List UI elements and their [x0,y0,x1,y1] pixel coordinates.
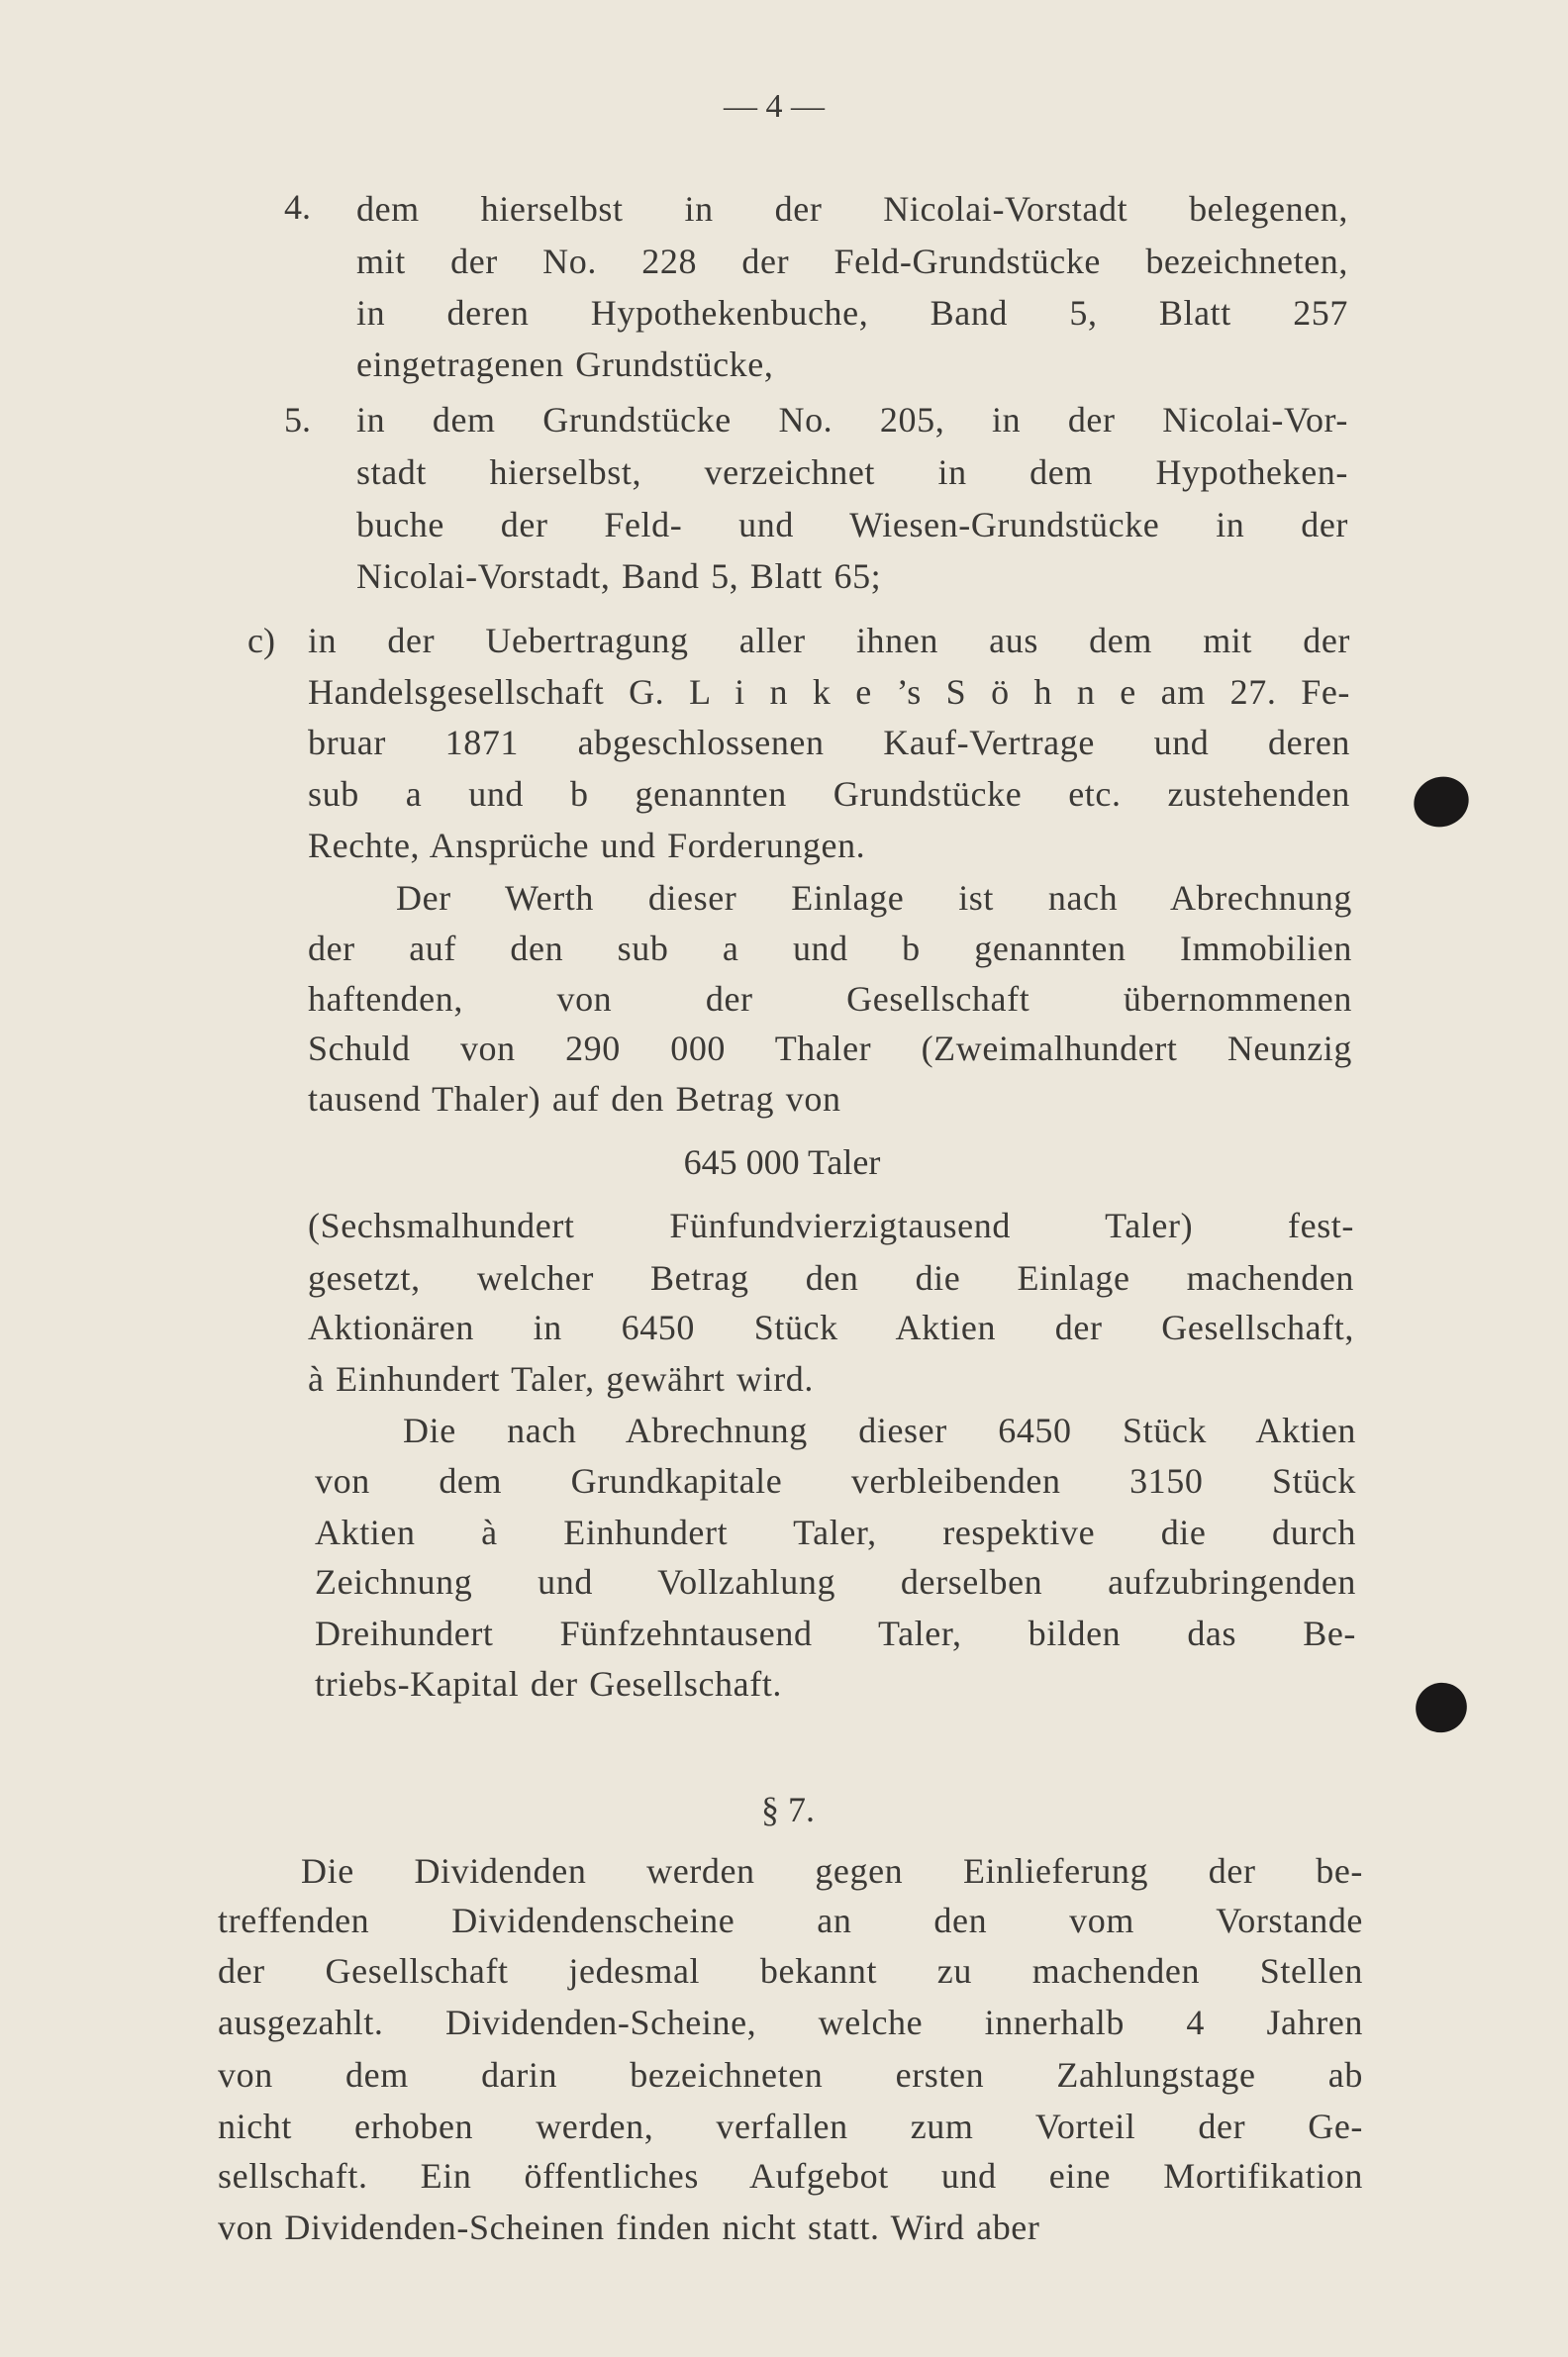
para1b-text-line: Aktionären in 6450 Stück Aktien der Gesellschaft, [308,1308,1354,1348]
para1-text-line: der auf den sub a und b genannten Immobilien [308,929,1352,969]
item4-text-line: in deren Hypothekenbuche, Band 5, Blatt 257 [356,292,1348,333]
para1b-text-line: (Sechsmalhundert Fünfundvierzigtausend Taler) fest- [308,1205,1354,1245]
para1-text-line: Schuld von 290 000 Thaler (Zweimalhundert Neunzig [308,1028,1352,1068]
para2-text-line: Aktien à Einhundert Taler, respektive die durch [315,1512,1356,1552]
item-label-c: c) [247,621,275,660]
para2-text-line: von dem Grundkapitale verbleibenden 3150 Stück [315,1461,1356,1502]
para3-text-line: sellschaft. Ein öffentliches Aufgebot und eine Mortifikation [218,2155,1363,2196]
item-number-4: 4. [284,187,311,227]
ink-blot [1408,1674,1475,1740]
section-heading: § 7. [761,1790,815,1829]
itemc-text-line: bruar 1871 abgeschlossenen Kauf-Vertrage und deren [308,723,1350,763]
itemc-text-line: in der Uebertragung aller ihnen aus dem mit der [308,621,1350,661]
para3-text-line: nicht erhoben werden, verfallen zum Vorteil der Ge- [218,2106,1363,2146]
amount-line: 645 000 Taler [683,1142,881,1182]
para1-text-line: tausend Thaler) auf den Betrag von [308,1079,841,1120]
para3-text-line: von dem darin bezeichneten ersten Zahlungstage ab [218,2055,1363,2096]
para3-text-line: der Gesellschaft jedesmal bekannt zu machenden Stellen [218,1951,1363,1992]
para1-text-line: Der Werth dieser Einlage ist nach Abrechnung [396,877,1352,918]
para2-text-line: triebs-Kapital der Gesellschaft. [315,1664,783,1705]
item4-text-line: eingetragenen Grundstücke, [356,344,774,384]
para2-text-line: Zeichnung und Vollzahlung derselben aufzubringenden [315,1561,1356,1602]
para1b-text-line: gesetzt, welcher Betrag den die Einlage machenden [308,1258,1354,1299]
para3-text-line: Die Dividenden werden gegen Einlieferung der be- [301,1850,1363,1891]
para3-text-line: treffenden Dividendenscheine an den vom Vorstande [218,1900,1363,1940]
item4-text-line: dem hierselbst in der Nicolai-Vorstadt belegenen, [356,189,1348,230]
para2-text-line: Die nach Abrechnung dieser 6450 Stück Aktien [403,1410,1356,1450]
itemc-text-line: Rechte, Ansprüche und Forderungen. [308,825,866,865]
itemc-text-line: Handelsgesellschaft G. L i n k e ’s S ö h n e am 27. Fe- [308,671,1350,712]
item-number-5: 5. [284,400,311,440]
ink-blot [1407,769,1476,835]
item5-text-line: buche der Feld- und Wiesen-Grundstücke in der [356,505,1348,545]
para3-text-line: von Dividenden-Scheinen finden nicht statt. Wird aber [218,2207,1040,2247]
item5-text-line: stadt hierselbst, verzeichnet in dem Hypotheken- [356,451,1348,492]
para2-text-line: Dreihundert Fünfzehntausend Taler, bilden das Be- [315,1613,1356,1653]
item5-text-line: in dem Grundstücke No. 205, in der Nicolai-Vor- [356,399,1348,440]
page-number: — 4 — [724,88,825,125]
itemc-text-line: sub a und b genannten Grundstücke etc. zustehenden [308,774,1350,815]
para1b-text-line: à Einhundert Taler, gewährt wird. [308,1358,815,1399]
item4-text-line: mit der No. 228 der Feld-Grundstücke bezeichneten, [356,242,1348,282]
item5-text-line: Nicolai-Vorstadt, Band 5, Blatt 65; [356,555,882,596]
para1-text-line: haftenden, von der Gesellschaft übernommenen [308,978,1352,1019]
para3-text-line: ausgezahlt. Dividenden-Scheine, welche innerhalb 4 Jahren [218,2003,1363,2043]
